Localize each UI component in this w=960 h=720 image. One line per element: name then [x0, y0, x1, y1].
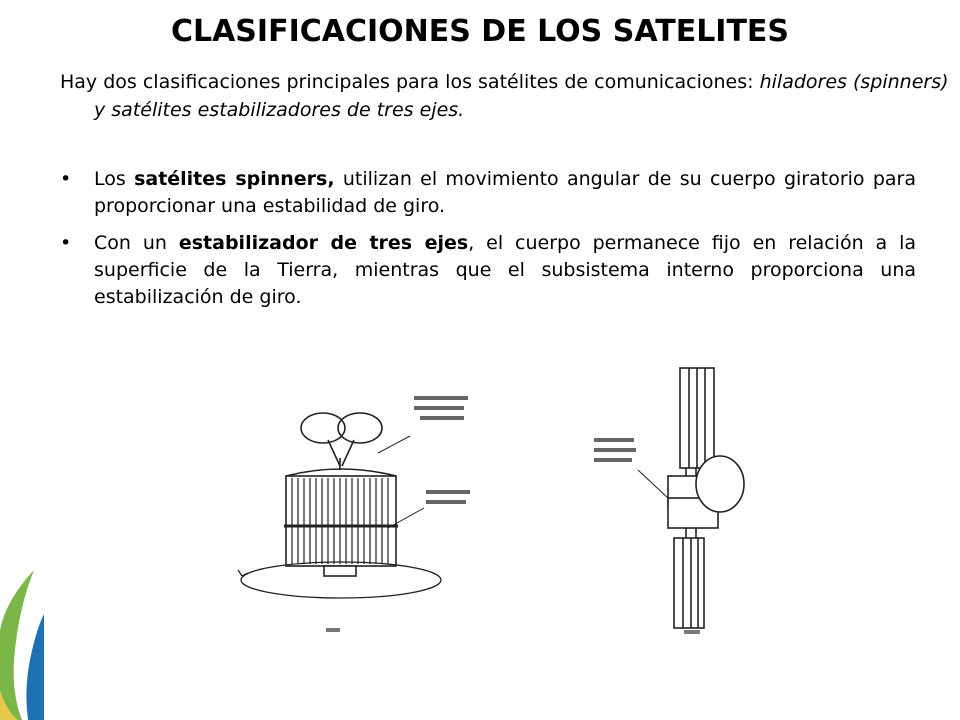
bullet-list: [60, 166, 916, 321]
spinner-satellite-figure: [238, 413, 441, 598]
bullet-text-bold: estabilizador de tres ejes: [178, 232, 469, 254]
logo-swoosh: [0, 570, 44, 720]
bullet-text-pre: Los: [94, 168, 135, 190]
three-axis-satellite-figure: [638, 368, 744, 628]
bullet-item-three-axis: [60, 230, 916, 311]
bullet-text-bold: satélites spinners,: [134, 168, 335, 190]
bullet-marker: •: [60, 232, 72, 254]
intro-italic-text: hiladores (spinners) y satélites estabilizadores de tres ejes.: [94, 71, 949, 121]
bullet-item-spinners: [60, 166, 916, 220]
bullet-text-pre: Con un: [94, 232, 179, 254]
bullet-text-post: , el cuerpo permanece fijo en relación a la superficie de la Tierra, mientras que el subsistema interno proporciona una estabilización de giro.: [94, 232, 917, 308]
intro-text: Hay dos clasificaciones principales para los satélites de comunicaciones:: [60, 71, 760, 93]
bullet-marker: •: [60, 168, 72, 190]
bullet-text-post: utilizan el movimiento angular de su cuerpo giratorio para proporcionar una estabilidad de giro.: [94, 168, 916, 217]
intro-paragraph: [60, 68, 950, 124]
slide-title: CLASIFICACIONES DE LOS SATELITES: [170, 14, 790, 49]
satellite-diagram: [228, 358, 788, 650]
